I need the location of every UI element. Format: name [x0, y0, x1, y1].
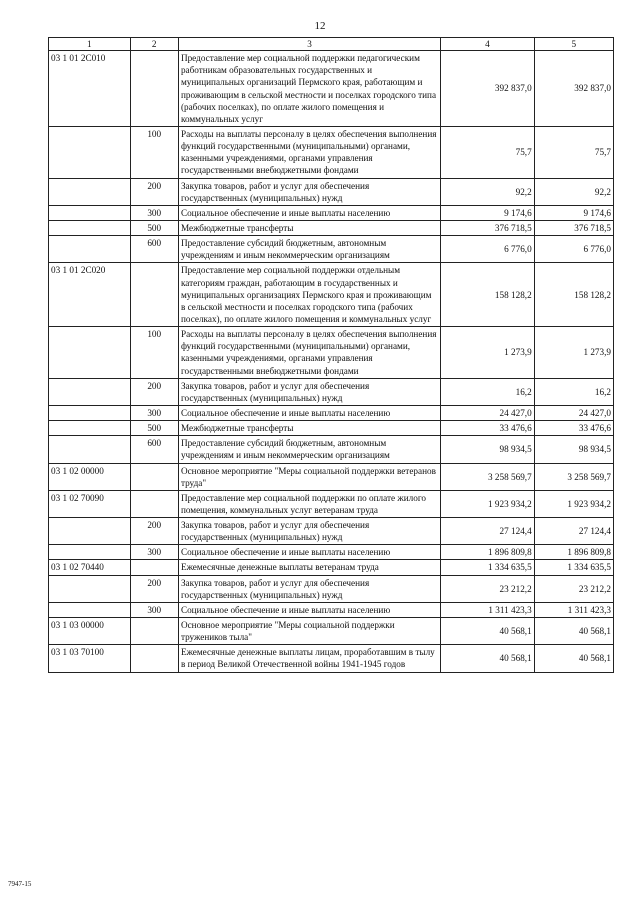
row-value-col5: 3 258 569,7 [534, 463, 613, 490]
row-code: 03 1 02 70090 [49, 490, 131, 517]
row-value-col5: 16,2 [534, 378, 613, 405]
row-value-col4: 1 273,9 [441, 327, 535, 379]
row-value-col5: 40 568,1 [534, 645, 613, 672]
row-description: Межбюджетные трансферты [178, 421, 440, 436]
row-code [49, 421, 131, 436]
row-value-col5: 98 934,5 [534, 436, 613, 463]
table-row [49, 490, 614, 517]
row-expense-type: 600 [130, 436, 178, 463]
row-value-col4: 92,2 [441, 178, 535, 205]
row-code [49, 378, 131, 405]
row-expense-type [130, 645, 178, 672]
row-value-col4: 33 476,6 [441, 421, 535, 436]
row-description: Ежемесячные денежные выплаты лицам, проработавшим в тылу в период Великой Отечественной войны 1941-1945 годов [178, 645, 440, 672]
table-row [49, 560, 614, 575]
row-code [49, 205, 131, 220]
row-code: 03 1 02 00000 [49, 463, 131, 490]
budget-table [48, 37, 614, 673]
row-description: Социальное обеспечение и иные выплаты населению [178, 205, 440, 220]
row-value-col4: 158 128,2 [441, 263, 535, 327]
table-row [49, 205, 614, 220]
row-code [49, 545, 131, 560]
row-value-col4: 23 212,2 [441, 575, 535, 602]
table-row [49, 575, 614, 602]
row-code: 03 1 01 2С010 [49, 51, 131, 127]
row-description: Социальное обеспечение и иные выплаты населению [178, 545, 440, 560]
row-description: Межбюджетные трансферты [178, 220, 440, 235]
row-value-col4: 75,7 [441, 126, 535, 178]
row-value-col5: 1 311 423,3 [534, 602, 613, 617]
row-code [49, 236, 131, 263]
row-code: 03 1 01 2С020 [49, 263, 131, 327]
row-expense-type [130, 263, 178, 327]
row-value-col4: 1 311 423,3 [441, 602, 535, 617]
row-expense-type: 300 [130, 602, 178, 617]
row-expense-type: 500 [130, 220, 178, 235]
row-value-col5: 9 174,6 [534, 205, 613, 220]
table-row [49, 518, 614, 545]
table-row [49, 178, 614, 205]
table-row [49, 405, 614, 420]
row-value-col4: 27 124,4 [441, 518, 535, 545]
row-description: Основное мероприятие "Меры социальной поддержки ветеранов труда" [178, 463, 440, 490]
row-value-col5: 6 776,0 [534, 236, 613, 263]
row-value-col4: 40 568,1 [441, 645, 535, 672]
row-expense-type [130, 560, 178, 575]
row-code [49, 220, 131, 235]
row-description: Основное мероприятие "Меры социальной поддержки тружеников тыла" [178, 618, 440, 645]
table-row [49, 618, 614, 645]
table-row [49, 220, 614, 235]
header-col-5: 5 [534, 38, 613, 51]
table-row [49, 236, 614, 263]
row-description: Предоставление мер социальной поддержки педагогическим работникам образовательных государственных и муниципальных организаций Пермского края, работающим и проживающим в сельской местности и поселках городского типа (рабочих поселках), по оплате жилого помещения и коммунальных услуг [178, 51, 440, 127]
table-body [49, 51, 614, 672]
row-code [49, 178, 131, 205]
row-value-col5: 24 427,0 [534, 405, 613, 420]
table-row [49, 602, 614, 617]
header-col-4: 4 [441, 38, 535, 51]
row-description: Предоставление мер социальной поддержки по оплате жилого помещения, коммунальных услуг ветеранам труда [178, 490, 440, 517]
table-row [49, 378, 614, 405]
table-row [49, 51, 614, 127]
row-value-col5: 33 476,6 [534, 421, 613, 436]
row-value-col4: 24 427,0 [441, 405, 535, 420]
row-value-col4: 40 568,1 [441, 618, 535, 645]
row-value-col4: 1 334 635,5 [441, 560, 535, 575]
row-description: Предоставление субсидий бюджетным, автономным учреждениям и иным некоммерческим организациям [178, 436, 440, 463]
table-row [49, 126, 614, 178]
table-row [49, 645, 614, 672]
row-description: Ежемесячные денежные выплаты ветеранам труда [178, 560, 440, 575]
row-value-col4: 3 258 569,7 [441, 463, 535, 490]
row-value-col5: 23 212,2 [534, 575, 613, 602]
row-value-col5: 27 124,4 [534, 518, 613, 545]
row-value-col5: 40 568,1 [534, 618, 613, 645]
row-code [49, 436, 131, 463]
table-header-row [49, 38, 614, 51]
row-expense-type: 600 [130, 236, 178, 263]
header-col-3: 3 [178, 38, 440, 51]
row-expense-type: 100 [130, 126, 178, 178]
row-code [49, 126, 131, 178]
row-description: Закупка товаров, работ и услуг для обеспечения государственных (муниципальных) нужд [178, 178, 440, 205]
row-value-col5: 392 837,0 [534, 51, 613, 127]
row-value-col4: 9 174,6 [441, 205, 535, 220]
header-col-1: 1 [49, 38, 131, 51]
row-description: Социальное обеспечение и иные выплаты населению [178, 405, 440, 420]
footer-code: 7947-15 [8, 880, 32, 888]
row-value-col4: 392 837,0 [441, 51, 535, 127]
row-value-col5: 1 896 809,8 [534, 545, 613, 560]
table-row [49, 463, 614, 490]
row-code: 03 1 03 00000 [49, 618, 131, 645]
header-col-2: 2 [130, 38, 178, 51]
row-code [49, 575, 131, 602]
row-description: Расходы на выплаты персоналу в целях обеспечения выполнения функций государственными (муниципальными) органами, казенными учреждениями, органами управления государственными внебюджетными фондами [178, 327, 440, 379]
row-value-col4: 98 934,5 [441, 436, 535, 463]
row-expense-type: 300 [130, 545, 178, 560]
row-expense-type: 500 [130, 421, 178, 436]
row-description: Расходы на выплаты персоналу в целях обеспечения выполнения функций государственными (муниципальными) органами, казенными учреждениями, органами управления государственными внебюджетными фондами [178, 126, 440, 178]
row-expense-type: 300 [130, 205, 178, 220]
row-description: Предоставление мер социальной поддержки отдельным категориям граждан, работающим в государственных и муниципальных организациях Пермского края и проживающим в сельской местности и поселках городского типа (рабочих поселках), по оплате жилого помещения и коммунальных услуг [178, 263, 440, 327]
row-expense-type: 200 [130, 518, 178, 545]
row-value-col4: 6 776,0 [441, 236, 535, 263]
table-row [49, 421, 614, 436]
row-code [49, 518, 131, 545]
row-value-col4: 1 923 934,2 [441, 490, 535, 517]
row-expense-type [130, 618, 178, 645]
row-code [49, 405, 131, 420]
row-value-col4: 16,2 [441, 378, 535, 405]
row-value-col5: 1 273,9 [534, 327, 613, 379]
row-code: 03 1 03 70100 [49, 645, 131, 672]
row-expense-type [130, 51, 178, 127]
row-expense-type [130, 490, 178, 517]
row-value-col5: 92,2 [534, 178, 613, 205]
row-value-col5: 75,7 [534, 126, 613, 178]
row-expense-type: 100 [130, 327, 178, 379]
row-value-col5: 1 923 934,2 [534, 490, 613, 517]
row-value-col4: 376 718,5 [441, 220, 535, 235]
row-code [49, 602, 131, 617]
row-code: 03 1 02 70440 [49, 560, 131, 575]
table-row [49, 263, 614, 327]
row-code [49, 327, 131, 379]
row-description: Закупка товаров, работ и услуг для обеспечения государственных (муниципальных) нужд [178, 518, 440, 545]
row-value-col5: 376 718,5 [534, 220, 613, 235]
table-row [49, 327, 614, 379]
row-expense-type: 200 [130, 378, 178, 405]
row-value-col5: 1 334 635,5 [534, 560, 613, 575]
table-row [49, 436, 614, 463]
row-expense-type: 200 [130, 575, 178, 602]
row-expense-type: 200 [130, 178, 178, 205]
table-row [49, 545, 614, 560]
page-number: 12 [314, 20, 326, 32]
row-description: Предоставление субсидий бюджетным, автономным учреждениям и иным некоммерческим организациям [178, 236, 440, 263]
row-expense-type [130, 463, 178, 490]
row-description: Закупка товаров, работ и услуг для обеспечения государственных (муниципальных) нужд [178, 378, 440, 405]
row-expense-type: 300 [130, 405, 178, 420]
row-value-col5: 158 128,2 [534, 263, 613, 327]
row-description: Закупка товаров, работ и услуг для обеспечения государственных (муниципальных) нужд [178, 575, 440, 602]
row-value-col4: 1 896 809,8 [441, 545, 535, 560]
row-description: Социальное обеспечение и иные выплаты населению [178, 602, 440, 617]
